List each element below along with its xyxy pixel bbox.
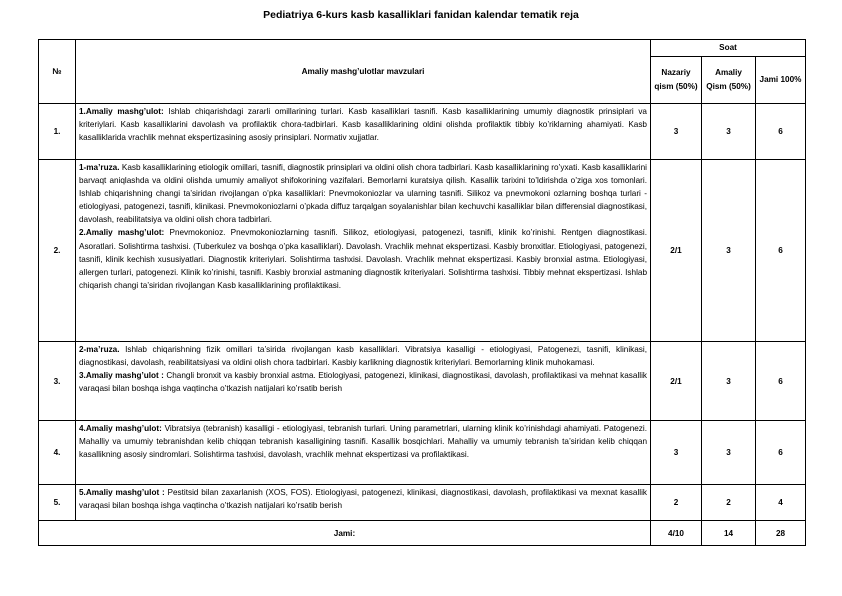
header-nazariy: Nazariy qism (50%) [651,57,702,104]
row-number: 1. [39,104,76,160]
row-number: 3. [39,342,76,421]
topic-lead: 4.Amaliy mashg’ulot: [79,424,162,433]
topic-lead: 1-ma’ruza. [79,163,120,172]
row-amaliy-hours: 3 [702,104,756,160]
row-topic [76,342,651,421]
topic-paragraph [79,343,647,369]
topic-text: Ishlab chiqarishning fizik omillari ta’sirida rivojlangan kasb kasalliklari. Vibratsiya kasalligi - etiologiyasi, Patogenezi, tasnifi, klinikasi, diagnostikasi, davolash, reabilitatsiyasi va oldini olish chora tadbirlari. Kasbiy karlikning diagnostik kriteriylari. Bemorlarning klinik muhokamasi. [79,345,647,368]
topic-paragraph [79,369,647,395]
topic-text: Ishlab chiqarishdagi zararli omillarining turlari. Kasb kasalliklari tasnifi. Kasb kasalliklarining umumiy diagnostik prinsiplari va kriteriylari. Kasb kasalliklarini davolash va profilaktik chora-tadbirlari. Kasb kasalliklarining oldini olishda profilaktik tibbiy ko’riklarning ahamiyati. Kasb kasalliklarida vrachlik mehnat ekspertizasining asosiy prinsiplari. Normativ xujjatlar. [79,107,647,143]
header-amaliy: Amaliy Qism (50%) [702,57,756,104]
topic-lead: 5.Amaliy mashg’ulot : [79,488,165,497]
table-row [39,421,806,485]
total-amaliy-hours: 14 [702,521,756,546]
topic-paragraph [79,422,647,461]
topic-text: Pestitsid bilan zaxarlanish (XOS, FOS). Etiologiyasi, patogenezi, klinikasi, diagnostikasi, davolash, profilaktikasi va mexnat kasallik varaqasi bilan boshqa ishga vaqtincha o’tkazish natijalari ko’rsatib berish [79,488,647,511]
topic-lead: 1.Amaliy mashg’ulot: [79,107,164,116]
row-nazariy-hours: 2/1 [651,160,702,342]
row-topic [76,160,651,342]
total-label: Jami: [39,521,651,546]
row-topic [76,421,651,485]
header-soat: Soat [651,40,806,57]
row-jami-hours: 6 [756,421,806,485]
table-row [39,342,806,421]
document-title: Pediatriya 6-kurs kasb kasalliklari fanidan kalendar tematik reja [263,9,579,21]
table-row [39,485,806,521]
topic-text: Kasb kasalliklarining etiologik omillari, tasnifi, diagnostik prinsiplari va oldini olish chora tadbirlari. Kasb kasalliklarining ro’yxati. Kasb kasalliklarini barvaqt aniqlashda va oldini olishda umumiy amaliyot shifokorining vazifalari. Bemorlarni kuratsiya qilish. Kasallik tarixini to’ldirishda o’ziga xos tomonlari. Ishlab chiqarishning changi ta’siridan rivojlangan o’pka kasalliklari: Pnevmokoniozlar va ularning tasnifi. Silikoz va pnevmokoni ozlarning boshqa turlari - etiologiyasi, patogenezi, tasnifi, klinikasi. Pnevmokoniozlarni o’pkada diffuz tarqalgan soyalanishlar bilan kechuvchi kasalliklar bilan differensial diagnostikasi, davolash, reabilitatsiya va oldini olish chora tadbirlari. [79,163,647,225]
table-row [39,104,806,160]
total-jami-hours: 28 [756,521,806,546]
total-row [39,521,806,546]
calendar-plan-table [38,39,806,546]
topic-text: Vibratsiya (tebranish) kasalligi - etiologiyasi, tebranish turlari. Uning parametrlari, ularning klinik ko’rinishdagi ahamiyati. Patogenezi. Mahalliy va umumiy tebranishdan kelib chiqqan tebranish kasalligining tasnifi. Kasallik bosqichlari. Mahalliy va umumiy tebranish ta’siridan kelib chiqqan kasallikning asosiy sindromlari. Solishtirma tashxisi, davolash, vrachlik mehnat ekspertizasi va profilaktikasi. [79,424,647,460]
row-nazariy-hours: 3 [651,104,702,160]
topic-lead: 3.Amaliy mashg’ulot : [79,371,164,381]
topic-paragraph [79,161,647,226]
row-jami-hours: 6 [756,342,806,421]
header-jami: Jami 100% [756,57,806,104]
total-nazariy-hours: 4/10 [651,521,702,546]
header-num: № [39,40,76,104]
table-body [39,104,806,546]
topic-paragraph [79,226,647,291]
row-nazariy-hours: 2 [651,485,702,521]
row-amaliy-hours: 2 [702,485,756,521]
topic-text: Changli bronxit va kasbiy bronxial astma. Etiologiyasi, patogenezi, klinikasi, diagnostikasi, davolash, profilaktikasi va mehnat kasallik varaqasi bilan boshqa ishga vaqtincha o’tkazish natijalari ko’rsatib berish [79,371,648,394]
row-number: 5. [39,485,76,521]
row-jami-hours: 4 [756,485,806,521]
row-number: 4. [39,421,76,485]
row-jami-hours: 6 [756,104,806,160]
row-nazariy-hours: 2/1 [651,342,702,421]
row-jami-hours: 6 [756,160,806,342]
topic-text: Pnevmokonioz. Pnevmokoniozlarning tasnifi. Silikoz, etiologiyasi, patogenezi, tasnifi, klinik ko’rinishi. Rentgen diagnostikasi. Asoratlari. Solishtirma tashxisi. (Tuberkulez va boshqa o’pka kasalliklari). Davolash. Vrachlik mehnat ekspertizasi. Kasbiy bronxitlar. Etiologiyasi, patogenezi, tasnifi, klinik kechish xususiyatlari. Diagnostik kriteriylari. Solishtirma tashxisi. Davolash. Vrachlik mehnat ekspertizasi. Kasbiy bronxial astma. Etiologiyasi, allergen turlari, patogenezi. Klinik ko’rinishi, tasnifi. Kasbiy bronxial astmaning diagnostik kriteriyalari. Solishtirma tashxisi. Tibbiy mehnat ekspertizasi. Ishlab chiqarish changi ta’siridan rivojlangan Kasb kasalliklarining profilaktikasi. [79,228,647,290]
row-amaliy-hours: 3 [702,342,756,421]
topic-lead: 2.Amaliy mashg’ulot: [79,228,165,238]
topic-paragraph [79,105,647,144]
row-number: 2. [39,160,76,342]
header-topic: Amaliy mashg’ulotlar mavzulari [76,40,651,104]
table-row [39,160,806,342]
row-topic [76,104,651,160]
topic-lead: 2-ma’ruza. [79,345,120,354]
topic-paragraph [79,486,647,512]
row-topic [76,485,651,521]
row-amaliy-hours: 3 [702,160,756,342]
row-amaliy-hours: 3 [702,421,756,485]
row-nazariy-hours: 3 [651,421,702,485]
